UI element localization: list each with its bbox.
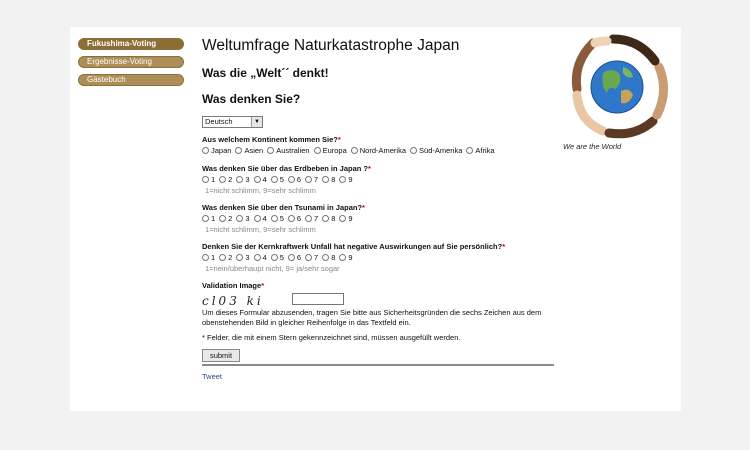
- radio-label: 5: [279, 175, 284, 184]
- radio-button[interactable]: [236, 215, 243, 222]
- radio-label: 2: [228, 175, 233, 184]
- radio-label: 9: [348, 175, 353, 184]
- main-content: [202, 35, 554, 381]
- radio-option[interactable]: [235, 145, 263, 156]
- page-subtitle: Was die „Welt´´ denkt!: [202, 66, 329, 80]
- captcha-input[interactable]: [292, 293, 344, 305]
- submit-button[interactable]: submit: [202, 349, 240, 362]
- radio-option[interactable]: [202, 174, 215, 185]
- radio-group: [202, 213, 554, 224]
- validation-block: [202, 281, 554, 381]
- radio-button[interactable]: [271, 215, 278, 222]
- radio-button[interactable]: [339, 215, 346, 222]
- question-label: Aus welchem Kontinent kommen Sie?*: [202, 135, 341, 144]
- question-hint: 1=nicht schlimm, 9=sehr schlimm: [205, 186, 316, 195]
- radio-option[interactable]: [202, 145, 231, 156]
- radio-option[interactable]: [322, 213, 335, 224]
- radio-label: 9: [348, 214, 353, 223]
- radio-option[interactable]: [305, 213, 318, 224]
- question-block: [202, 203, 554, 235]
- question-block: [202, 135, 554, 156]
- radio-group: [202, 145, 554, 156]
- radio-label: Süd-Amerika: [419, 146, 463, 155]
- captcha-row: [202, 292, 554, 306]
- nav-item-ergebnisse-voting[interactable]: Ergebnisse-Voting: [78, 56, 184, 68]
- radio-label: 1: [211, 175, 216, 184]
- radio-label: 7: [314, 175, 319, 184]
- required-note: * Felder, die mit einem Stern gekennzeichnet sind, müssen ausgefüllt werden.: [202, 333, 461, 342]
- radio-option[interactable]: [202, 252, 215, 263]
- radio-label: Afrika: [475, 146, 495, 155]
- radio-label: 8: [331, 214, 336, 223]
- radio-label: 6: [296, 214, 302, 223]
- question-hint: 1=nicht schlimm, 9=sehr schlimm: [205, 225, 316, 234]
- radio-option[interactable]: [288, 174, 301, 185]
- radio-button[interactable]: [271, 176, 278, 183]
- question-block: [202, 242, 554, 274]
- page: [70, 27, 681, 411]
- radio-option[interactable]: [410, 145, 462, 156]
- radio-group: [202, 174, 554, 185]
- radio-button[interactable]: [410, 147, 417, 154]
- radio-label: Japan: [211, 146, 232, 155]
- language-select-value: Deutsch: [205, 117, 233, 126]
- radio-button[interactable]: [254, 176, 261, 183]
- radio-label: Europa: [322, 146, 347, 155]
- sidebar-nav: [78, 38, 184, 92]
- radio-button[interactable]: [254, 215, 261, 222]
- radio-label: Australien: [276, 146, 310, 155]
- radio-group: [202, 252, 554, 263]
- radio-label: 9: [348, 253, 353, 262]
- radio-option[interactable]: [219, 174, 232, 185]
- radio-label: 7: [314, 253, 319, 262]
- radio-button[interactable]: [288, 254, 295, 261]
- radio-option[interactable]: [322, 174, 335, 185]
- radio-option[interactable]: [271, 213, 284, 224]
- radio-option[interactable]: [288, 213, 301, 224]
- radio-label: 5: [279, 253, 284, 262]
- radio-button[interactable]: [271, 254, 278, 261]
- radio-option[interactable]: [236, 252, 249, 263]
- radio-option[interactable]: [254, 213, 267, 224]
- radio-button[interactable]: [219, 176, 226, 183]
- radio-option[interactable]: [339, 252, 352, 263]
- radio-option[interactable]: [322, 252, 335, 263]
- radio-option[interactable]: [254, 174, 267, 185]
- radio-label: 1: [211, 214, 216, 223]
- radio-option[interactable]: [351, 145, 406, 156]
- radio-option[interactable]: [267, 145, 309, 156]
- survey-questions: [202, 135, 554, 274]
- radio-button[interactable]: [219, 215, 226, 222]
- radio-option[interactable]: [314, 145, 347, 156]
- radio-button[interactable]: [305, 176, 312, 183]
- image-caption: We are the World: [563, 142, 622, 151]
- radio-button[interactable]: [322, 215, 329, 222]
- radio-label: 2: [228, 214, 233, 223]
- world-hands-image: [563, 33, 671, 141]
- radio-label: Asien: [244, 146, 264, 155]
- radio-option[interactable]: [271, 174, 284, 185]
- radio-button[interactable]: [305, 254, 312, 261]
- divider: [202, 364, 554, 366]
- radio-label: 4: [262, 214, 267, 223]
- chevron-down-icon[interactable]: ▼: [251, 117, 262, 127]
- radio-label: 7: [314, 214, 319, 223]
- question-label: Denken Sie der Kernkraftwerk Unfall hat negative Auswirkungen auf Sie persönlich?*: [202, 242, 506, 251]
- radio-option[interactable]: [305, 174, 318, 185]
- radio-label: 6: [296, 175, 302, 184]
- radio-option[interactable]: [305, 252, 318, 263]
- radio-option[interactable]: [219, 252, 232, 263]
- question-heading: Was denken Sie?: [202, 92, 301, 106]
- radio-button[interactable]: [288, 215, 295, 222]
- radio-label: 5: [279, 214, 284, 223]
- radio-button[interactable]: [305, 215, 312, 222]
- radio-label: 4: [262, 175, 267, 184]
- radio-button[interactable]: [322, 254, 329, 261]
- radio-button[interactable]: [236, 176, 243, 183]
- radio-button[interactable]: [202, 215, 209, 222]
- radio-label: 1: [211, 253, 216, 262]
- validation-label: Validation Image*: [202, 281, 265, 290]
- radio-option[interactable]: [339, 213, 352, 224]
- question-hint: 1=nein/überhaupt nicht, 9= ja/sehr sogar: [205, 264, 340, 273]
- radio-option[interactable]: [254, 252, 267, 263]
- radio-label: 4: [262, 253, 267, 262]
- radio-label: 2: [228, 253, 233, 262]
- radio-button[interactable]: [339, 254, 346, 261]
- radio-option[interactable]: [288, 252, 301, 263]
- radio-button[interactable]: [314, 147, 321, 154]
- radio-option[interactable]: [219, 213, 232, 224]
- tweet-link[interactable]: Tweet: [202, 372, 223, 381]
- radio-button[interactable]: [202, 147, 209, 154]
- radio-button[interactable]: [235, 147, 242, 154]
- radio-option[interactable]: [466, 145, 494, 156]
- radio-button[interactable]: [288, 176, 295, 183]
- radio-option[interactable]: [202, 213, 215, 224]
- nav-item-gaestebuch[interactable]: Gästebuch: [78, 74, 184, 86]
- nav-item-fukushima-voting[interactable]: Fukushima-Voting: [78, 38, 184, 50]
- validation-info: Um dieses Formular abzusenden, tragen Sie bitte aus Sicherheitsgründen die sechs Zeichen aus dem obenstehenden Bild in gleicher Reihenfolge in das Textfeld ein.: [202, 308, 542, 327]
- radio-button[interactable]: [202, 254, 209, 261]
- radio-button[interactable]: [351, 147, 358, 154]
- radio-label: 3: [245, 214, 250, 223]
- radio-label: 8: [331, 253, 336, 262]
- radio-option[interactable]: [339, 174, 352, 185]
- radio-option[interactable]: [236, 174, 249, 185]
- radio-label: Nord-Amerika: [359, 146, 407, 155]
- radio-button[interactable]: [267, 147, 274, 154]
- radio-button[interactable]: [254, 254, 261, 261]
- radio-label: 6: [296, 253, 302, 262]
- page-title: Weltumfrage Naturkatastrophe Japan: [202, 37, 460, 54]
- radio-button[interactable]: [339, 176, 346, 183]
- radio-button[interactable]: [322, 176, 329, 183]
- question-label: Was denken Sie über den Tsunami in Japan?*: [202, 203, 365, 212]
- radio-option[interactable]: [271, 252, 284, 263]
- captcha-image: cl03 ki: [202, 294, 264, 308]
- radio-button[interactable]: [466, 147, 473, 154]
- radio-button[interactable]: [236, 254, 243, 261]
- question-label: Was denken Sie über das Erdbeben in Japan ?*: [202, 164, 371, 173]
- radio-button[interactable]: [202, 176, 209, 183]
- radio-button[interactable]: [219, 254, 226, 261]
- radio-label: 8: [331, 175, 336, 184]
- radio-label: 3: [245, 175, 250, 184]
- language-select[interactable]: [202, 116, 263, 128]
- radio-option[interactable]: [236, 213, 249, 224]
- question-block: [202, 164, 554, 196]
- radio-label: 3: [245, 253, 250, 262]
